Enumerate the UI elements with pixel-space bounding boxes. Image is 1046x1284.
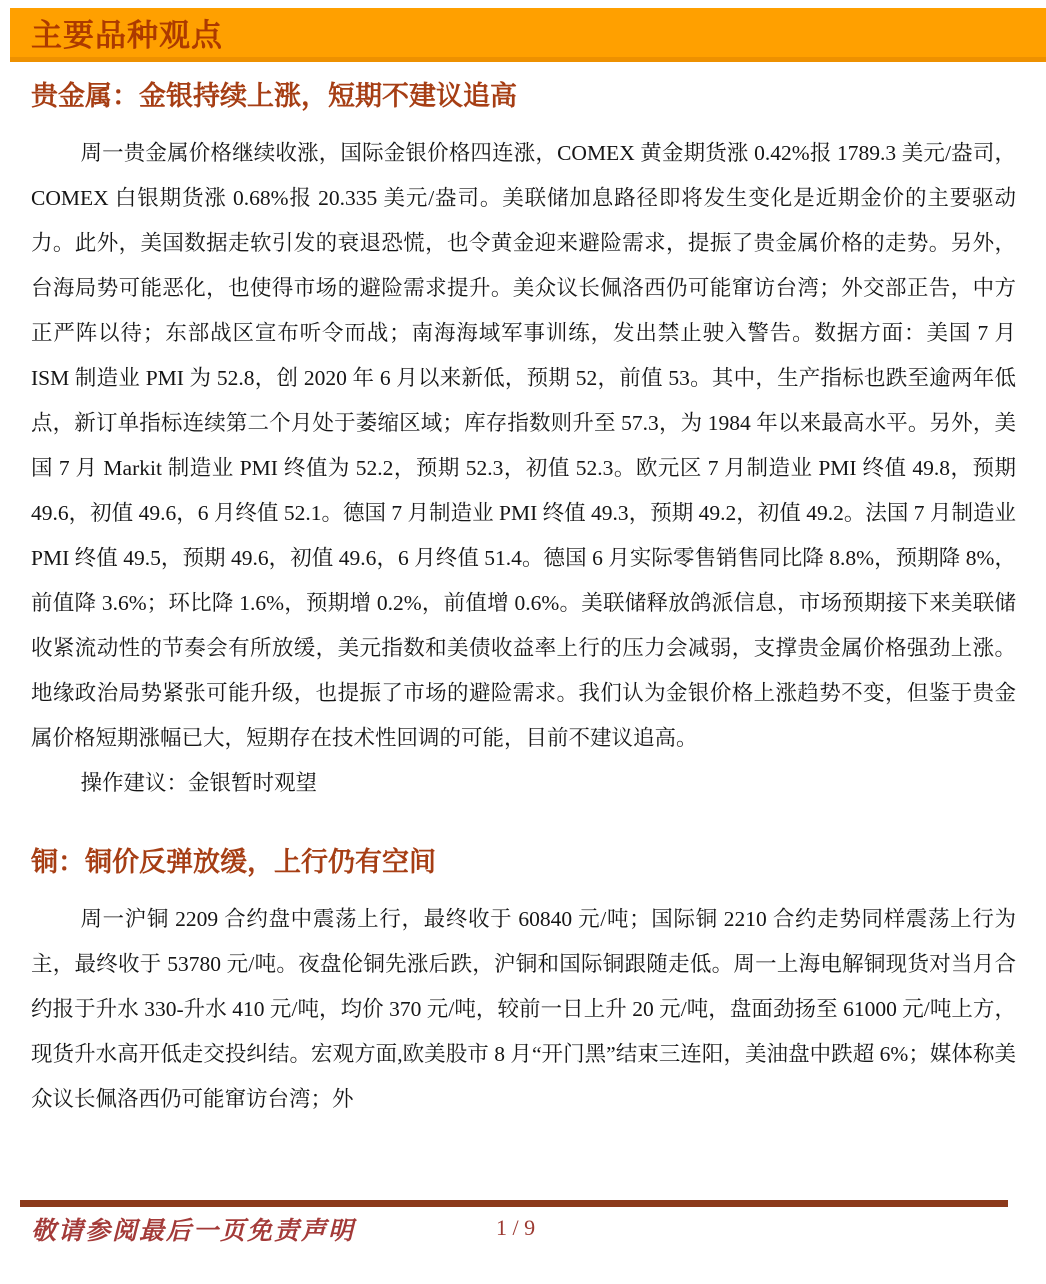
banner-title: 主要品种观点 (31, 18, 223, 53)
precious-metals-advice-line: 操作建议：金银暂时观望 (80, 771, 317, 795)
section-heading-precious-metals: 贵金属：金银持续上涨，短期不建议追高 (31, 81, 517, 111)
section-copper (31, 844, 1016, 1122)
section-heading-copper: 铜：铜价反弹放缓，上行仍有空间 (31, 847, 436, 877)
copper-paragraph: 周一沪铜 2209 合约盘中震荡上行，最终收于 60840 元/吨；国际铜 2210 合约走势同样震荡上行为主，最终收于 53780 元/吨。夜盘伦铜先涨后跌，沪铜和国际铜跟随走低。周一上海电解铜现货对当月合约报于升水 330-升水 410 元/吨，均价 370 元/吨，较前一日上升 20 元/吨，盘面劲扬至 61000 元/吨上方，现货升水高开低走交投纠结。宏观方面,欧美股市 8 月“开门黑”结束三连阳，美油盘中跌超 6%；媒体称美众议长佩洛西仍可能窜访台湾；外 (31, 907, 1016, 1111)
page-content (31, 78, 1016, 1196)
precious-metals-paragraph: 周一贵金属价格继续收涨，国际金银价格四连涨，COMEX 黄金期货涨 0.42%报 1789.3 美元/盎司，COMEX 白银期货涨 0.68%报 20.335 美元/盎司。美联储加息路径即将发生变化是近期金价的主要驱动力。此外，美国数据走软引发的衰退恐慌，也令黄金迎来避险需求，提振了贵金属价格的走势。另外，台海局势可能恶化，也使得市场的避险需求提升。美众议长佩洛西仍可能窜访台湾；外交部正告，中方正严阵以待；东部战区宣布听令而战；南海海域军事训练，发出禁止驶入警告。数据方面：美国 7 月 ISM 制造业 PMI 为 52.8，创 2020 年 6 月以来新低，预期 52，前值 53。其中，生产指标也跌至逾两年低点，新订单指标连续第二个月处于萎缩区域；库存指数则升至 57.3，为 1984 年以来最高水平。另外，美国 7 月 Markit 制造业 PMI 终值为 52.2，预期 52.3，初值 52.3。欧元区 7 月制造业 PMI 终值 49.8，预期 49.6，初值 49.6，6 月终值 52.1。德国 7 月制造业 PMI 终值 49.3，预期 49.2，初值 49.2。法国 7 月制造业 PMI 终值 49.5，预期 49.6，初值 49.6，6 月终值 51.4。德国 6 月实际零售销售同比降 8.8%，预期降 8%，前值降 3.6%；环比降 1.6%，预期增 0.2%，前值增 0.6%。美联储释放鸽派信息，市场预期接下来美联储收紧流动性的节奏会有所放缓，美元指数和美债收益率上行的压力会减弱，支撑贵金属价格强劲上涨。地缘政治局势紧张可能升级，也提振了市场的避险需求。我们认为金银价格上涨趋势不变，但鉴于贵金属价格短期涨幅已大，短期存在技术性回调的可能，目前不建议追高。 (31, 141, 1016, 750)
section-precious-metals (31, 78, 1016, 806)
footer-divider (20, 1200, 1008, 1207)
footer-disclaimer: 敬请参阅最后一页免责声明 (31, 1218, 356, 1245)
page-number: 1 / 9 (496, 1215, 536, 1240)
section-banner (10, 8, 1046, 62)
